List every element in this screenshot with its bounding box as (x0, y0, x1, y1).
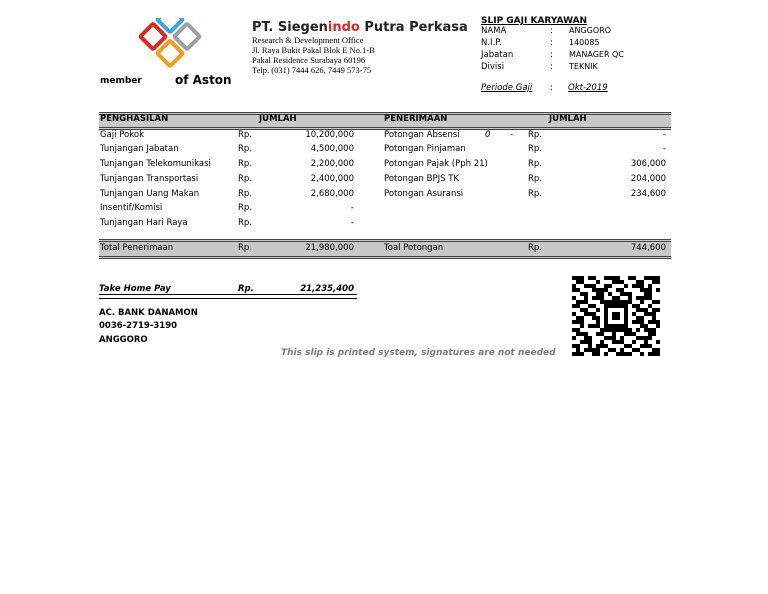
slip-row-jabatan: Jabatan : MANAGER QC (481, 50, 624, 60)
bank-account: 0036-2719-3190 (99, 321, 178, 331)
bank-name: AC. BANK DANAMON (99, 308, 198, 318)
total-income-currency: Rp. (238, 243, 253, 253)
slip-info (481, 16, 671, 95)
logo-member-text: member (100, 76, 142, 86)
bank-holder: ANGGORO (99, 335, 148, 345)
slip-row-periode: Periode Gaji : Okt-2019 (481, 83, 608, 93)
barcode-icon (572, 275, 660, 357)
total-income-value: 21,980,000 (305, 243, 354, 253)
company-header (252, 20, 468, 75)
deduction-amount-header: JUMLAH (549, 114, 587, 124)
logo-aston-text: of Aston (175, 73, 232, 87)
total-deduction-value: 744,600 (630, 243, 666, 253)
income-header: PENGHASILAN (100, 114, 169, 124)
take-home-value: 21,235,400 (300, 284, 354, 294)
total-income-label: Total Penerimaan (100, 243, 174, 253)
company-office: Research & Development Office (252, 35, 364, 45)
printed-note: This slip is printed system, signatures are not needed (281, 348, 556, 358)
slip-title: SLIP GAJI KARYAWAN (481, 16, 588, 26)
company-address-1: Jl. Raya Bukit Pakal Blok E No.1-B (252, 45, 375, 55)
company-name: PT. Siegenindo Putra Perkasa (252, 20, 468, 35)
company-phone: Telp. (031) 7444 626, 7449 573-75 (252, 65, 372, 75)
total-deduction-label: Toal Potongan (384, 243, 444, 253)
total-deduction-currency: Rp. (528, 243, 543, 253)
take-home-label: Take Home Pay (99, 284, 171, 294)
company-logo (100, 18, 235, 96)
slip-row-name: NAMA : ANGGORO (481, 26, 612, 36)
take-home-underline (99, 294, 357, 299)
take-home-currency: Rp. (238, 284, 254, 294)
income-amount-header: JUMLAH (259, 114, 297, 124)
deduction-header: PENERIMAAN (384, 114, 448, 124)
slip-row-nip: N.I.P. : 140085 (481, 38, 600, 48)
company-address-2: Pakal Residence Surabaya 60196 (252, 55, 366, 65)
slip-row-divisi: Divisi : TEKNIK (481, 62, 598, 72)
